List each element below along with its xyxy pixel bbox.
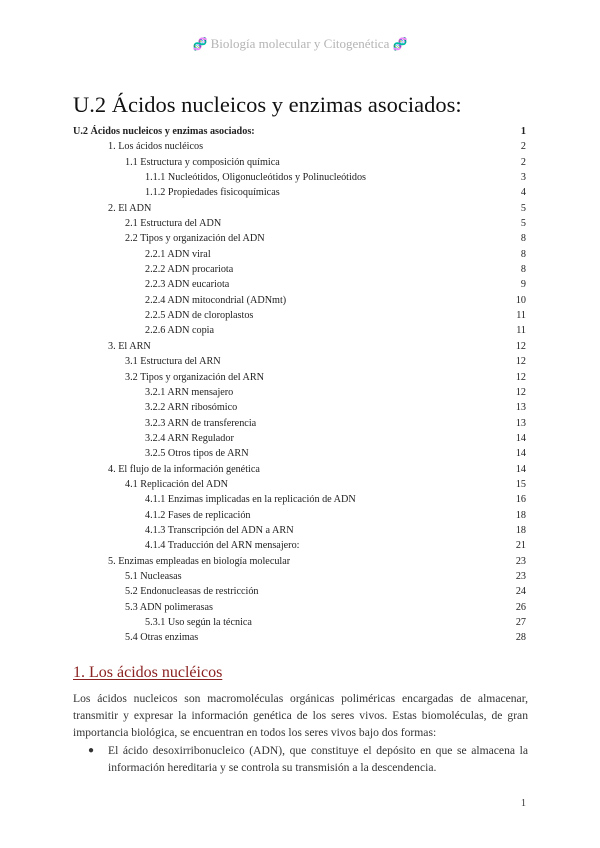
toc-entry-label: 1.1 Estructura y composición química: [125, 156, 280, 168]
bullet-icon: ●: [88, 745, 95, 756]
toc-entry-page: 11: [516, 310, 526, 322]
section-heading: 1. Los ácidos nucléicos: [73, 664, 223, 681]
toc-entry-label: 1.1.2 Propiedades fisicoquímicas: [145, 187, 280, 199]
toc-entry-page: 18: [515, 524, 526, 536]
table-of-contents: [73, 124, 528, 646]
toc-entry[interactable]: [73, 201, 528, 216]
page-title: U.2 Ácidos nucleicos y enzimas asociados:: [73, 92, 462, 117]
toc-entry[interactable]: [73, 277, 528, 292]
toc-entry[interactable]: [73, 431, 528, 446]
toc-entry-page: 16: [515, 494, 526, 506]
toc-entry[interactable]: [73, 231, 528, 246]
toc-entry-page: 13: [515, 402, 526, 414]
toc-entry-page: 11: [516, 325, 526, 337]
toc-entry-label: 5.1 Nucleasas: [125, 570, 182, 582]
toc-entry[interactable]: [73, 247, 528, 262]
toc-entry-page: 13: [515, 417, 526, 429]
toc-entry-label: 2.2.3 ADN eucariota: [145, 279, 230, 291]
toc-entry-page: 8: [520, 233, 526, 245]
toc-entry-label: 5.3 ADN polimerasas: [125, 601, 213, 613]
toc-entry[interactable]: [73, 600, 528, 615]
header-title: Biología molecular y Citogenética: [210, 36, 390, 51]
toc-entry[interactable]: [73, 477, 528, 492]
toc-entry-label: 4.1.4 Traducción del ARN mensajero:: [145, 540, 300, 552]
toc-entry-label: 3.2.5 Otros tipos de ARN: [145, 448, 249, 460]
toc-entry-page: 5: [520, 218, 526, 230]
toc-entry[interactable]: [73, 308, 528, 323]
toc-entry-page: 15: [515, 478, 526, 490]
toc-entry-page: 23: [515, 570, 526, 582]
toc-entry-label: 3.1 Estructura del ARN: [125, 356, 221, 368]
toc-entry[interactable]: [73, 630, 528, 645]
toc-entry-page: 3: [520, 172, 526, 184]
toc-entry-page: 27: [515, 617, 526, 628]
toc-entry[interactable]: [73, 385, 528, 400]
toc-entry-page: 9: [520, 279, 526, 291]
toc-entry[interactable]: [73, 339, 528, 354]
toc-entry-page: 14: [515, 432, 526, 444]
toc-entry-label: 3.2 Tipos y organización del ARN: [125, 371, 265, 383]
page-number: 1: [521, 798, 526, 809]
toc-entry-label: 4. El flujo de la información genética: [108, 463, 260, 475]
toc-entry[interactable]: [73, 538, 528, 553]
toc-entry[interactable]: [73, 124, 528, 139]
toc-entry-label: 3.2.1 ARN mensajero: [145, 386, 234, 398]
toc-entry-label: 3. El ARN: [108, 340, 151, 352]
toc-entry-label: 4.1.3 Transcripción del ADN a ARN: [145, 524, 294, 536]
toc-entry[interactable]: [73, 554, 528, 569]
toc-entry-label: 2.2 Tipos y organización del ADN: [125, 233, 265, 245]
toc-entry-label: 3.2.4 ARN Regulador: [145, 432, 234, 444]
toc-entry[interactable]: [73, 323, 528, 338]
toc-entry[interactable]: [73, 262, 528, 277]
toc-entry[interactable]: [73, 615, 528, 630]
toc-entry-label: U.2 Ácidos nucleicos y enzimas asociados:: [73, 126, 255, 137]
running-header: [0, 36, 600, 52]
toc-entry[interactable]: [73, 155, 528, 170]
toc-entry[interactable]: [73, 170, 528, 185]
toc-entry-page: 21: [515, 540, 526, 552]
toc-entry[interactable]: [73, 462, 528, 477]
toc-entry[interactable]: [73, 523, 528, 538]
dna-icon: 🧬: [392, 37, 408, 51]
toc-entry-page: 10: [515, 294, 526, 306]
toc-entry-page: 1: [520, 126, 526, 137]
toc-entry-page: 12: [515, 371, 526, 383]
toc-entry-label: 2.2.4 ADN mitocondrial (ADNmt): [145, 294, 287, 306]
toc-entry[interactable]: [73, 492, 528, 507]
toc-entry-label: 1.1.1 Nucleótidos, Oligonucleótidos y Polinucleótidos: [145, 172, 366, 184]
toc-entry-page: 28: [515, 632, 526, 644]
toc-entry[interactable]: [73, 139, 528, 154]
toc-entry[interactable]: [73, 370, 528, 385]
bullet-item: [90, 742, 528, 776]
toc-entry-page: 8: [520, 264, 526, 276]
toc-entry-label: 2. El ADN: [108, 202, 152, 214]
toc-entry-page: 24: [515, 586, 526, 598]
toc-entry[interactable]: [73, 416, 528, 431]
toc-entry-label: 2.2.6 ADN copia: [145, 325, 215, 337]
toc-entry-page: 5: [520, 202, 526, 214]
toc-entry-page: 14: [515, 448, 526, 460]
toc-entry-page: 12: [515, 340, 526, 352]
toc-entry[interactable]: [73, 584, 528, 599]
toc-entry-page: 14: [515, 463, 526, 475]
toc-entry-label: 5.4 Otras enzimas: [125, 632, 199, 644]
toc-entry-label: 5.3.1 Uso según la técnica: [145, 617, 252, 628]
bullet-text: El ácido desoxirribonucleico (ADN), que constituye el depósito en que se almacena la información hereditaria y se controla su transmisión a la descendencia.: [108, 744, 528, 774]
toc-entry-label: 2.2.5 ADN de cloroplastos: [145, 310, 254, 322]
toc-entry-page: 8: [520, 248, 526, 260]
toc-entry[interactable]: [73, 354, 528, 369]
toc-entry-label: 5. Enzimas empleadas en biología molecular: [108, 555, 291, 567]
toc-entry-page: 12: [515, 356, 526, 368]
toc-entry-label: 3.2.3 ARN de transferencia: [145, 417, 257, 429]
toc-entry[interactable]: [73, 293, 528, 308]
toc-entry-label: 4.1 Replicación del ADN: [125, 478, 228, 490]
toc-entry-label: 5.2 Endonucleasas de restricción: [125, 586, 259, 598]
toc-entry[interactable]: [73, 185, 528, 200]
toc-entry-label: 1. Los ácidos nucléicos: [108, 141, 204, 153]
toc-entry-label: 4.1.2 Fases de replicación: [145, 509, 251, 521]
toc-entry-label: 2.2.1 ADN viral: [145, 248, 211, 260]
toc-entry-page: 4: [520, 187, 526, 199]
toc-entry-label: 4.1.1 Enzimas implicadas en la replicación de ADN: [145, 494, 356, 506]
toc-entry-page: 23: [515, 555, 526, 567]
toc-entry-page: 2: [520, 141, 526, 153]
toc-entry-label: 3.2.2 ARN ribosómico: [145, 402, 238, 414]
toc-entry[interactable]: [73, 569, 528, 584]
toc-entry-page: 26: [515, 601, 526, 613]
toc-entry-page: 2: [520, 156, 526, 168]
toc-entry-page: 18: [515, 509, 526, 521]
toc-entry[interactable]: [73, 400, 528, 415]
dna-icon: 🧬: [192, 37, 208, 51]
toc-entry-label: 2.1 Estructura del ADN: [125, 218, 222, 230]
toc-entry[interactable]: [73, 508, 528, 523]
toc-entry[interactable]: [73, 446, 528, 461]
body-paragraph: Los ácidos nucleicos son macromoléculas orgánicas poliméricas encargadas de almacenar, transmitir y expresar la información genética de los seres vivos. Estas biomoléculas, de gran importancia biológica, se encuentran en todos los seres vivos bajo dos formas:: [73, 692, 528, 739]
toc-entry[interactable]: [73, 216, 528, 231]
toc-entry-label: 2.2.2 ADN procariota: [145, 264, 234, 276]
toc-entry-page: 12: [515, 386, 526, 398]
